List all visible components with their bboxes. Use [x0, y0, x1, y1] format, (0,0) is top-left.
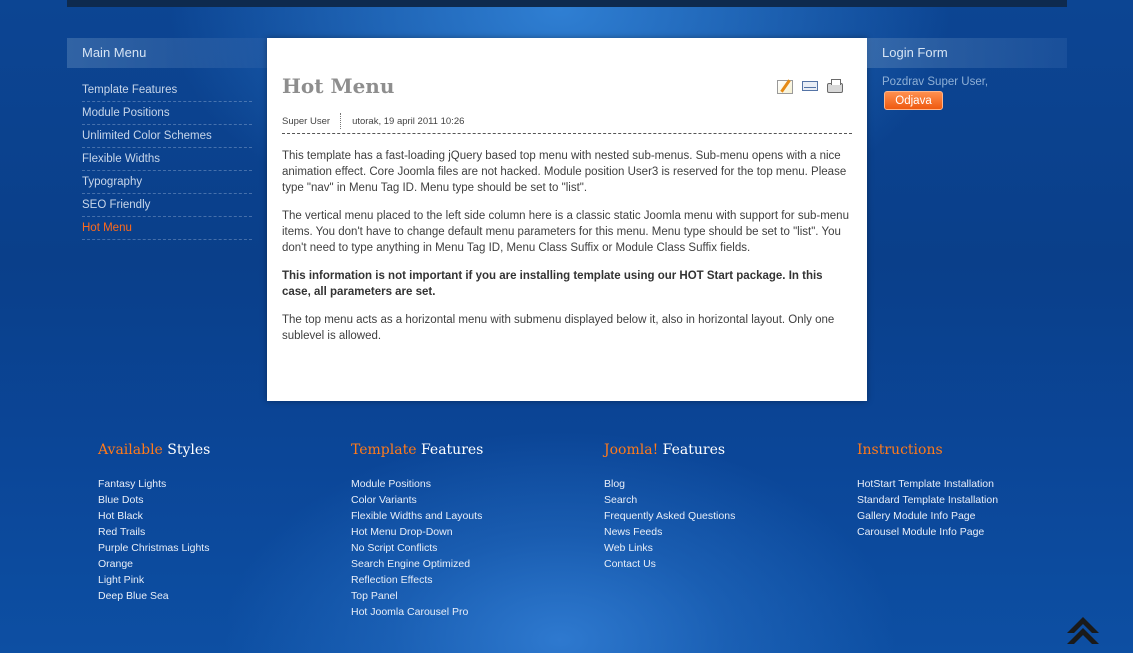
footer-link[interactable]: Gallery Module Info Page	[857, 510, 976, 522]
footer-heading-accent: Instructions	[857, 442, 943, 458]
main-menu-module	[67, 38, 267, 240]
article-icons	[777, 80, 843, 94]
footer-column-template-features	[351, 438, 591, 620]
footer-link-list	[351, 476, 591, 620]
footer-link[interactable]: Contact Us	[604, 558, 656, 570]
article-title: Hot Menu	[282, 74, 395, 98]
meta-divider	[282, 133, 852, 134]
footer-heading	[351, 438, 591, 462]
main-menu-title: Main Menu	[67, 38, 267, 68]
footer-heading-rest: Features	[420, 442, 484, 458]
footer-link[interactable]: Flexible Widths and Layouts	[351, 510, 483, 522]
footer-link[interactable]: Light Pink	[98, 574, 145, 586]
article-panel	[267, 38, 867, 401]
logout-button[interactable]: Odjava	[884, 91, 943, 110]
footer-heading-rest: Features	[662, 442, 726, 458]
footer-link[interactable]: Orange	[98, 558, 134, 570]
print-icon[interactable]	[827, 83, 843, 93]
footer-heading-accent: Available	[98, 442, 163, 458]
article-date: utorak, 19 april 2011 10:26	[352, 115, 465, 127]
article-paragraph: The top menu acts as a horizontal menu with submenu displayed below it, also in horizontal layout. Only one sublevel is allowed.	[282, 314, 835, 342]
main-menu-item-unlimited-color-schemes[interactable]: Unlimited Color Schemes	[82, 125, 252, 148]
login-form-title: Login Form	[867, 38, 1067, 68]
meta-separator	[340, 113, 342, 129]
footer-link[interactable]: Web Links	[604, 542, 653, 554]
footer-link[interactable]: Module Positions	[351, 478, 431, 490]
login-form-module	[867, 38, 1067, 110]
footer-link-list	[98, 476, 338, 604]
main-menu-item-seo-friendly[interactable]: SEO Friendly	[82, 194, 252, 217]
footer-link[interactable]: No Script Conflicts	[351, 542, 438, 554]
footer-link[interactable]: Hot Menu Drop-Down	[351, 526, 453, 538]
footer-link[interactable]: Reflection Effects	[351, 574, 433, 586]
main-menu-item-module-positions[interactable]: Module Positions	[82, 102, 252, 125]
footer-heading-accent: Template	[351, 442, 417, 458]
main-menu-item-template-features[interactable]: Template Features	[82, 79, 252, 102]
footer-link[interactable]: Top Panel	[351, 590, 398, 602]
footer-link[interactable]: Standard Template Installation	[857, 494, 999, 506]
footer-link[interactable]: HotStart Template Installation	[857, 478, 994, 490]
footer-heading-rest: Styles	[167, 442, 211, 458]
footer-heading	[604, 438, 844, 462]
footer-link[interactable]: Color Variants	[351, 494, 417, 506]
footer-link-list	[604, 476, 844, 572]
footer-link[interactable]: Hot Joomla Carousel Pro	[351, 606, 469, 618]
article-author: Super User	[282, 115, 331, 127]
article-paragraph: This template has a fast-loading jQuery based top menu with nested sub-menus. Sub-menu opens with a nice animation effect. Core Joomla files are not hacked. Module position User3 is reserved for the top menu. Please type "nav" in Menu Tag ID. Menu type should be set to "list".	[282, 150, 847, 194]
footer-link-list	[857, 476, 1057, 540]
footer-link[interactable]: Red Trails	[98, 526, 146, 538]
footer-link[interactable]: Hot Black	[98, 510, 143, 522]
footer-link[interactable]: Search	[604, 494, 638, 506]
main-menu-item-typography[interactable]: Typography	[82, 171, 252, 194]
footer-link[interactable]: Search Engine Optimized	[351, 558, 471, 570]
main-menu-list	[82, 79, 252, 240]
top-bar	[67, 0, 1067, 7]
footer-link[interactable]: Blue Dots	[98, 494, 144, 506]
footer-heading	[857, 438, 1057, 462]
edit-icon[interactable]	[777, 80, 793, 94]
main-menu-item-hot-menu[interactable]: Hot Menu	[82, 217, 252, 240]
email-icon[interactable]	[802, 81, 818, 91]
footer-link[interactable]: Deep Blue Sea	[98, 590, 169, 602]
main-menu-item-flexible-widths[interactable]: Flexible Widths	[82, 148, 252, 171]
article-paragraph-bold: This information is not important if you are installing template using our HOT Start package. In this case, all parameters are set.	[282, 270, 823, 298]
footer-heading	[98, 438, 338, 462]
login-greeting: Pozdrav Super User,	[882, 76, 989, 88]
footer-link[interactable]: Carousel Module Info Page	[857, 526, 985, 538]
article-meta	[282, 113, 464, 129]
footer-link[interactable]: Fantasy Lights	[98, 478, 167, 490]
article-body	[282, 148, 854, 356]
footer-link[interactable]: Blog	[604, 478, 626, 490]
footer-column-joomla-features	[604, 438, 844, 572]
scroll-to-top-icon[interactable]	[1066, 615, 1100, 647]
footer-link[interactable]: News Feeds	[604, 526, 663, 538]
article-paragraph: The vertical menu placed to the left side column here is a classic static Joomla menu with support for sub-menu items. You don't have to change default menu parameters for this menu. Menu type should be set to "list". You don't need to type anything in Menu Tag ID, Menu Class Suffix or Module Class Suffix fields.	[282, 210, 849, 254]
footer-link[interactable]: Purple Christmas Lights	[98, 542, 210, 554]
footer-column-available-styles	[98, 438, 338, 604]
footer-column-instructions	[857, 438, 1057, 540]
footer-link[interactable]: Frequently Asked Questions	[604, 510, 736, 522]
footer-heading-accent: Joomla!	[604, 442, 659, 458]
